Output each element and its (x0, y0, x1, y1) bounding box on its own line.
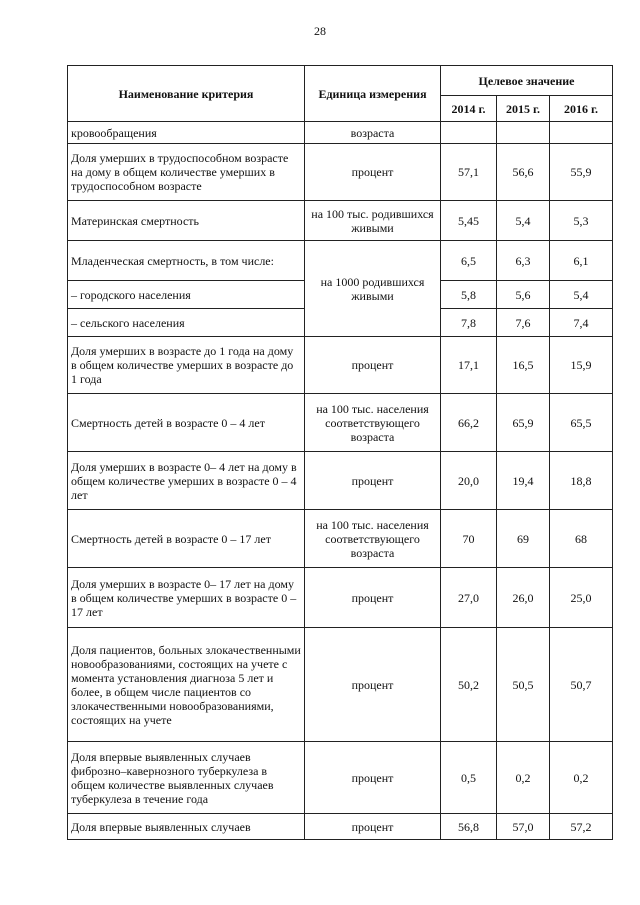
value-2016 (550, 122, 613, 144)
criterion-name: – городского населения (68, 281, 305, 309)
table-row (68, 144, 613, 201)
header-unit: Единица измерения (305, 66, 441, 122)
value-2015: 6,3 (497, 241, 550, 281)
value-2014: 6,5 (441, 241, 497, 281)
value-2015: 5,6 (497, 281, 550, 309)
value-2015: 26,0 (497, 568, 550, 628)
value-2016: 18,8 (550, 452, 613, 510)
criterion-unit: на 1000 родившихся живыми (305, 241, 441, 337)
criterion-unit: процент (305, 814, 441, 840)
value-2015: 19,4 (497, 452, 550, 510)
value-2016: 65,5 (550, 394, 613, 452)
value-2014: 56,8 (441, 814, 497, 840)
criterion-name: Доля умерших в возрасте 0– 4 лет на дому в общем количестве умерших в возрасте 0 – 4 лет (68, 452, 305, 510)
value-2016: 55,9 (550, 144, 613, 201)
value-2015: 65,9 (497, 394, 550, 452)
table-row (68, 241, 613, 281)
value-2016: 15,9 (550, 337, 613, 394)
criterion-name: Доля впервые выявленных случаев фиброзно–кавернозного туберкулеза в общем количестве выявленных случаев туберкулеза в течение года (68, 742, 305, 814)
table-row (68, 122, 613, 144)
table-row (68, 742, 613, 814)
criterion-name: кровообращения (68, 122, 305, 144)
criterion-unit: на 100 тыс. родившихся живыми (305, 201, 441, 241)
value-2014: 20,0 (441, 452, 497, 510)
value-2015: 69 (497, 510, 550, 568)
value-2015 (497, 122, 550, 144)
value-2016: 5,4 (550, 281, 613, 309)
table-row (68, 337, 613, 394)
value-2015: 56,6 (497, 144, 550, 201)
value-2016: 5,3 (550, 201, 613, 241)
criterion-name: Доля умерших в возрасте 0– 17 лет на дому в общем количестве умерших в возрасте 0 – 17 лет (68, 568, 305, 628)
value-2014: 17,1 (441, 337, 497, 394)
header-year: 2016 г. (550, 96, 613, 122)
value-2014: 66,2 (441, 394, 497, 452)
value-2015: 57,0 (497, 814, 550, 840)
criterion-name: Доля умерших в возрасте до 1 года на дому в общем количестве умерших в возрасте до 1 года (68, 337, 305, 394)
value-2014: 7,8 (441, 309, 497, 337)
criterion-name: Младенческая смертность, в том числе: (68, 241, 305, 281)
value-2016: 57,2 (550, 814, 613, 840)
value-2016: 7,4 (550, 309, 613, 337)
table-row (68, 201, 613, 241)
criterion-name: Доля пациентов, больных злокачественными новообразованиями, состоящих на учете с момента установления диагноза 5 лет и более, в общем числе пациентов со злокачественными новообразованиями, состоящих на учете (68, 628, 305, 742)
header-year: 2015 г. (497, 96, 550, 122)
value-2016: 25,0 (550, 568, 613, 628)
value-2016: 68 (550, 510, 613, 568)
criterion-name: Материнская смертность (68, 201, 305, 241)
value-2014: 5,8 (441, 281, 497, 309)
value-2015: 50,5 (497, 628, 550, 742)
value-2014: 70 (441, 510, 497, 568)
value-2015: 5,4 (497, 201, 550, 241)
value-2014: 27,0 (441, 568, 497, 628)
criterion-name: – сельского населения (68, 309, 305, 337)
table-row (68, 394, 613, 452)
value-2014: 50,2 (441, 628, 497, 742)
criterion-unit: на 100 тыс. населения соответствующего возраста (305, 394, 441, 452)
header-criterion: Наименование критерия (68, 66, 305, 122)
criterion-unit: процент (305, 568, 441, 628)
table-row (68, 568, 613, 628)
criterion-unit: процент (305, 742, 441, 814)
table-row (68, 510, 613, 568)
table-row (68, 452, 613, 510)
value-2014 (441, 122, 497, 144)
header-target: Целевое значение (441, 66, 613, 96)
criterion-unit: процент (305, 452, 441, 510)
criterion-unit: возраста (305, 122, 441, 144)
criterion-name: Смертность детей в возрасте 0 – 4 лет (68, 394, 305, 452)
value-2016: 0,2 (550, 742, 613, 814)
value-2016: 6,1 (550, 241, 613, 281)
criterion-unit: на 100 тыс. населения соответствующего возраста (305, 510, 441, 568)
value-2016: 50,7 (550, 628, 613, 742)
value-2015: 7,6 (497, 309, 550, 337)
value-2014: 5,45 (441, 201, 497, 241)
value-2014: 57,1 (441, 144, 497, 201)
criterion-unit: процент (305, 337, 441, 394)
value-2015: 0,2 (497, 742, 550, 814)
value-2014: 0,5 (441, 742, 497, 814)
criteria-table (67, 65, 613, 840)
header-year: 2014 г. (441, 96, 497, 122)
criterion-name: Доля впервые выявленных случаев (68, 814, 305, 840)
table-row (68, 814, 613, 840)
criterion-unit: процент (305, 628, 441, 742)
criterion-unit: процент (305, 144, 441, 201)
value-2015: 16,5 (497, 337, 550, 394)
table-row (68, 628, 613, 742)
page-number: 28 (314, 24, 326, 38)
criterion-name: Доля умерших в трудоспособном возрасте на дому в общем количестве умерших в трудоспособном возрасте (68, 144, 305, 201)
criterion-name: Смертность детей в возрасте 0 – 17 лет (68, 510, 305, 568)
